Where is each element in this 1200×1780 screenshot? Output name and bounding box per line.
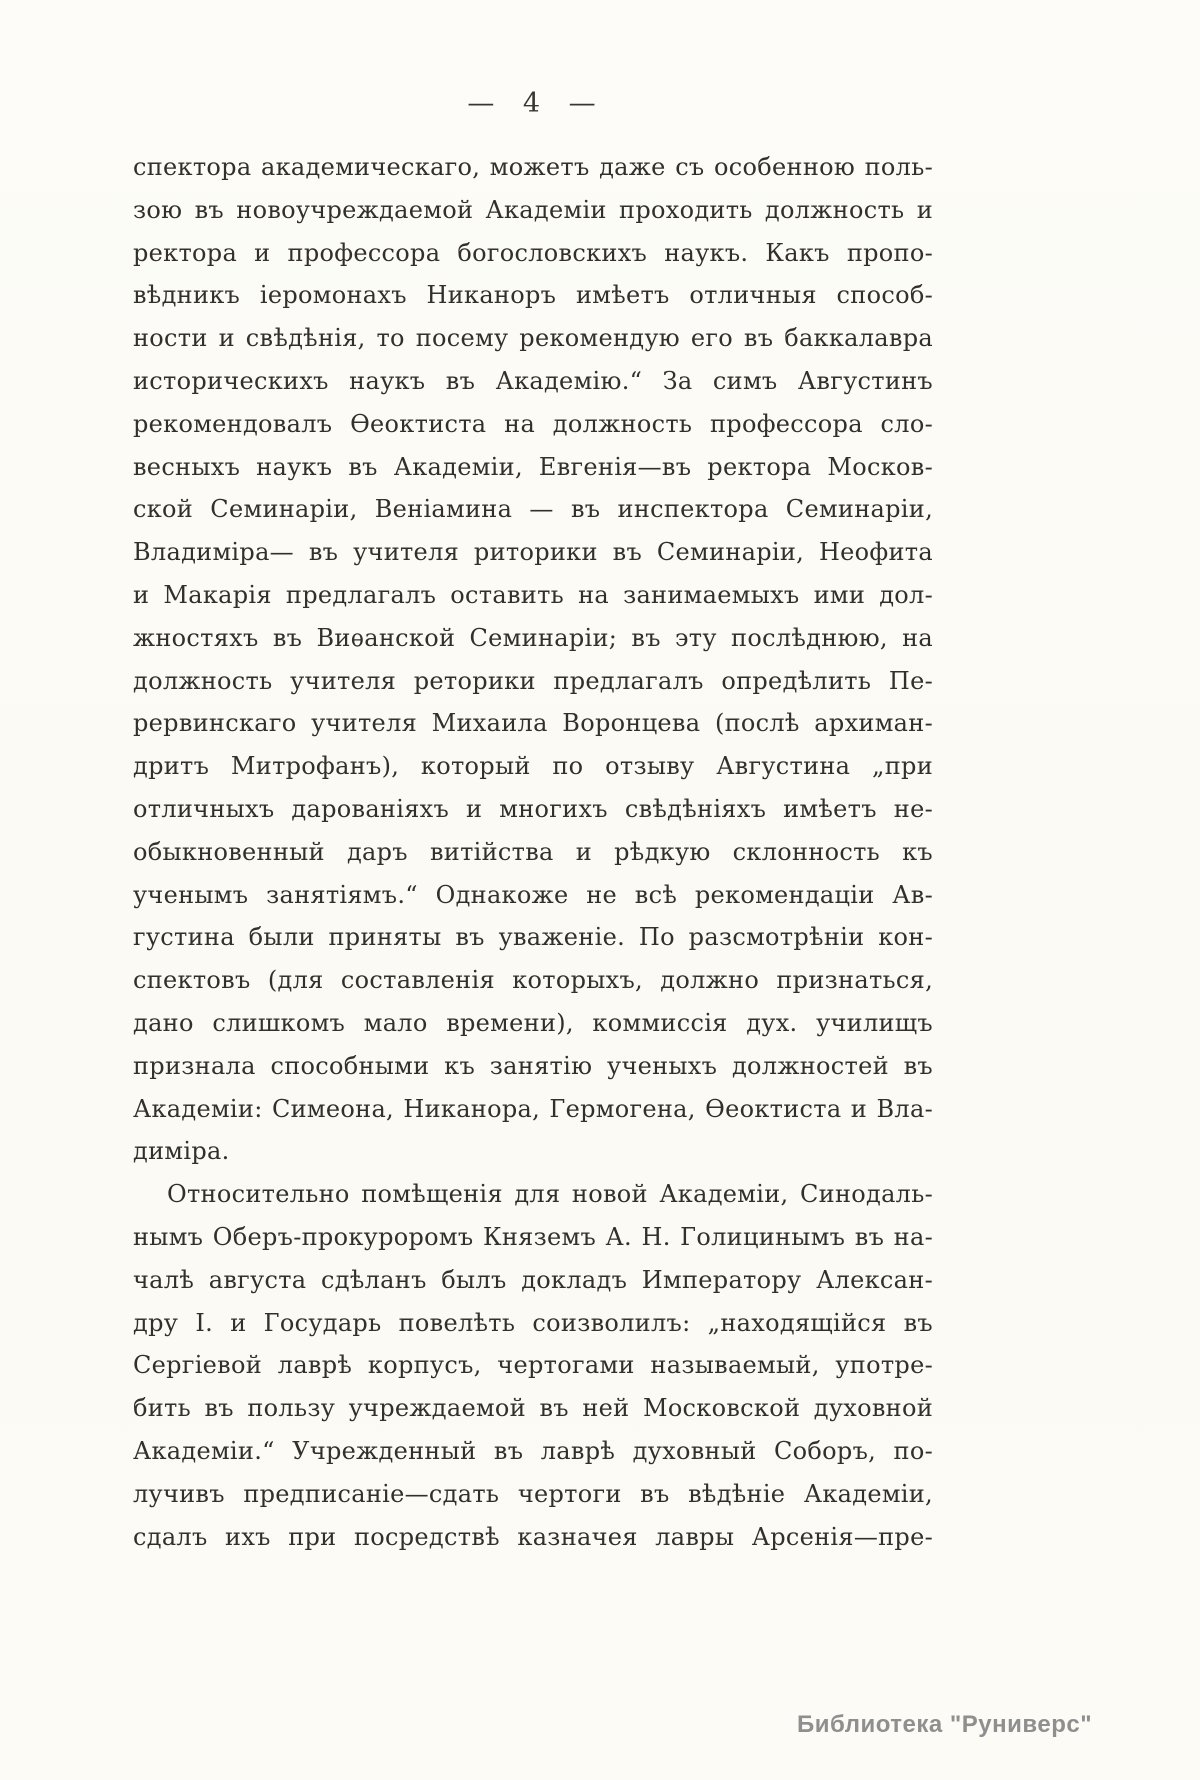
page-number: — 4 — [467,88,599,119]
text-line: диміра. [133,1137,230,1166]
text-line: весныхъ наукъ въ Академіи, Евгенія—въ ректора Москов- [133,452,933,481]
text-line: сдалъ ихъ при посредствѣ казначея лавры Арсенія—пре- [133,1522,933,1551]
text-line: зою въ новоучреждаемой Академіи проходить должность и [133,195,933,224]
text-line: отличныхъ дарованіяхъ и многихъ свѣдѣніяхъ имѣетъ не- [133,794,933,823]
text-line: рекомендовалъ Ѳеоктиста на должность профессора сло- [133,409,933,438]
text-line: ученымъ занятіямъ.“ Однакоже не всѣ рекомендаціи Ав- [133,880,933,909]
text-line: ской Семинаріи, Веніамина — въ инспектора Семинаріи, [133,495,933,524]
text-line: спектора академическаго, можетъ даже съ особенною поль- [133,153,933,181]
text-line: дритъ Митрофанъ), который по отзыву Августина „при [133,752,933,781]
text-line: вѣдникъ іеромонахъ Никаноръ имѣетъ отличныя способ- [133,281,933,310]
text-line: Относительно помѣщенія для новой Академіи, Синодаль- [167,1180,933,1209]
text-line: чалѣ августа сдѣланъ былъ докладъ Императору Алексан- [133,1265,933,1294]
text-line: Академіи: Симеона, Никанора, Гермогена, Ѳеоктиста и Вла- [133,1094,933,1123]
text-line: Владиміра— въ учителя риторики въ Семинаріи, Неофита [133,538,933,567]
text-line: густина были приняты въ уваженіе. По разсмотрѣніи кон- [133,923,933,952]
page-text [133,146,933,1558]
text-line: лучивъ предписаніе—сдать чертоги въ вѣдѣніе Академіи, [133,1479,933,1508]
text-line: рервинскаго учителя Михаила Воронцева (послѣ архиман- [133,709,933,738]
text-line: дано слишкомъ мало времени), коммиссія дух. училищъ [133,1008,933,1037]
text-line: жностяхъ въ Виѳанской Семинаріи; въ эту послѣднюю, на [133,623,933,652]
text-line: должность учителя реторики предлагалъ опредѣлить Пе- [133,666,933,695]
text-line: ректора и профессора богословскихъ наукъ. Какъ пропо- [133,238,933,267]
library-watermark: Библиотека "Руниверс" [797,1711,1093,1738]
text-line: Сергіевой лаврѣ корпусъ, чертогами называемый, употре- [133,1351,933,1380]
text-line: спектовъ (для составленія которыхъ, должно признаться, [133,966,933,995]
text-line: нымъ Оберъ-прокуроромъ Княземъ А. Н. Голицинымъ въ на- [133,1222,933,1251]
text-line: признала способными къ занятію ученыхъ должностей въ [133,1051,933,1080]
text-line: и Макарія предлагалъ оставить на занимаемыхъ ими дол- [133,580,933,609]
text-line: историческихъ наукъ въ Академію.“ За симъ Августинъ [133,366,933,395]
text-line: дру I. и Государь повелѣть соизволилъ: „находящійся въ [133,1308,933,1337]
text-line: Академіи.“ Учрежденный въ лаврѣ духовный Соборъ, по- [133,1436,933,1465]
text-line: ности и свѣдѣнія, то посему рекомендую его въ баккалавра [133,324,933,353]
text-line: бить въ пользу учреждаемой въ ней Московской духовной [133,1394,933,1423]
text-line: обыкновенный даръ витійства и рѣдкую склонность къ [133,837,933,866]
